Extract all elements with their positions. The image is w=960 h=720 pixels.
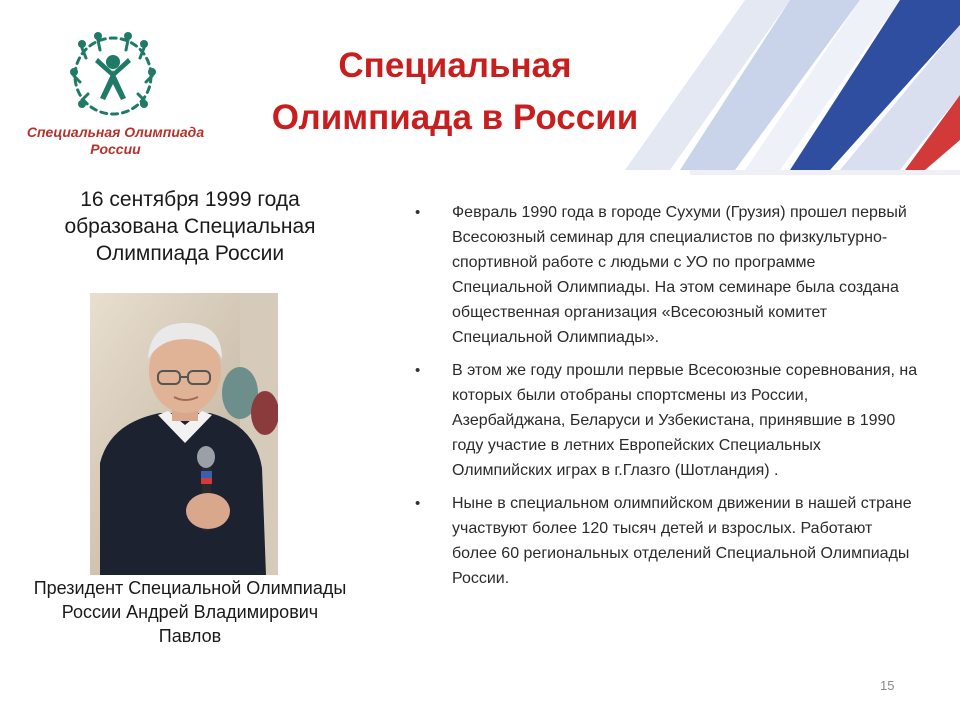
title-line-1: Специальная	[338, 46, 572, 85]
bullet-list	[415, 200, 920, 599]
bullet-marker: •	[415, 204, 421, 221]
bullet-marker: •	[415, 362, 421, 379]
bullet-text: В этом же году прошли первые Всесоюзные соревнования, на которых были отобраны спортсмены из России, Азербайджана, Беларуси и Узбекистана, принявшие в 1990 году участие в летних Европейских Специальных Олимпийских играх в г.Глазго (Шотландия) .	[452, 362, 918, 479]
bullet-text: Ныне в специальном олимпийском движении в нашей стране участвуют более 120 тысяч детей и взрослых. Работают более 60 региональных отделений Специальной Олимпиады России.	[452, 495, 912, 587]
logo-line-2: России	[90, 141, 141, 157]
logo-emblem-icon	[58, 28, 168, 126]
bullet-item	[415, 358, 920, 483]
logo-text	[8, 124, 223, 158]
title-line-2: Олимпиада в России	[271, 98, 639, 137]
president-photo	[90, 293, 278, 575]
slide-title	[210, 40, 700, 144]
bullet-item	[415, 200, 920, 350]
page-number: 15	[880, 678, 895, 693]
logo-line-1: Специальная Олимпиада	[26, 124, 205, 140]
bullet-item	[415, 491, 920, 591]
photo-caption: Президент Специальной Олимпиады России Андрей Владимирович Павлов	[33, 578, 347, 646]
bullet-text: Февраль 1990 года в городе Сухуми (Грузия) прошел первый Всесоюзный семинар для специалистов по физкультурно-спортивной работе с людьми с УО по программе Специальной Олимпиады. На этом семинаре была создана общественная организация «Всесоюзный комитет Специальной Олимпиады».	[452, 204, 907, 346]
special-olympics-logo	[8, 28, 223, 168]
portrait-illustration	[90, 293, 278, 575]
bullet-marker: •	[415, 495, 421, 512]
founding-date-heading: 16 сентября 1999 года образована Специальная Олимпиада России	[64, 188, 316, 265]
